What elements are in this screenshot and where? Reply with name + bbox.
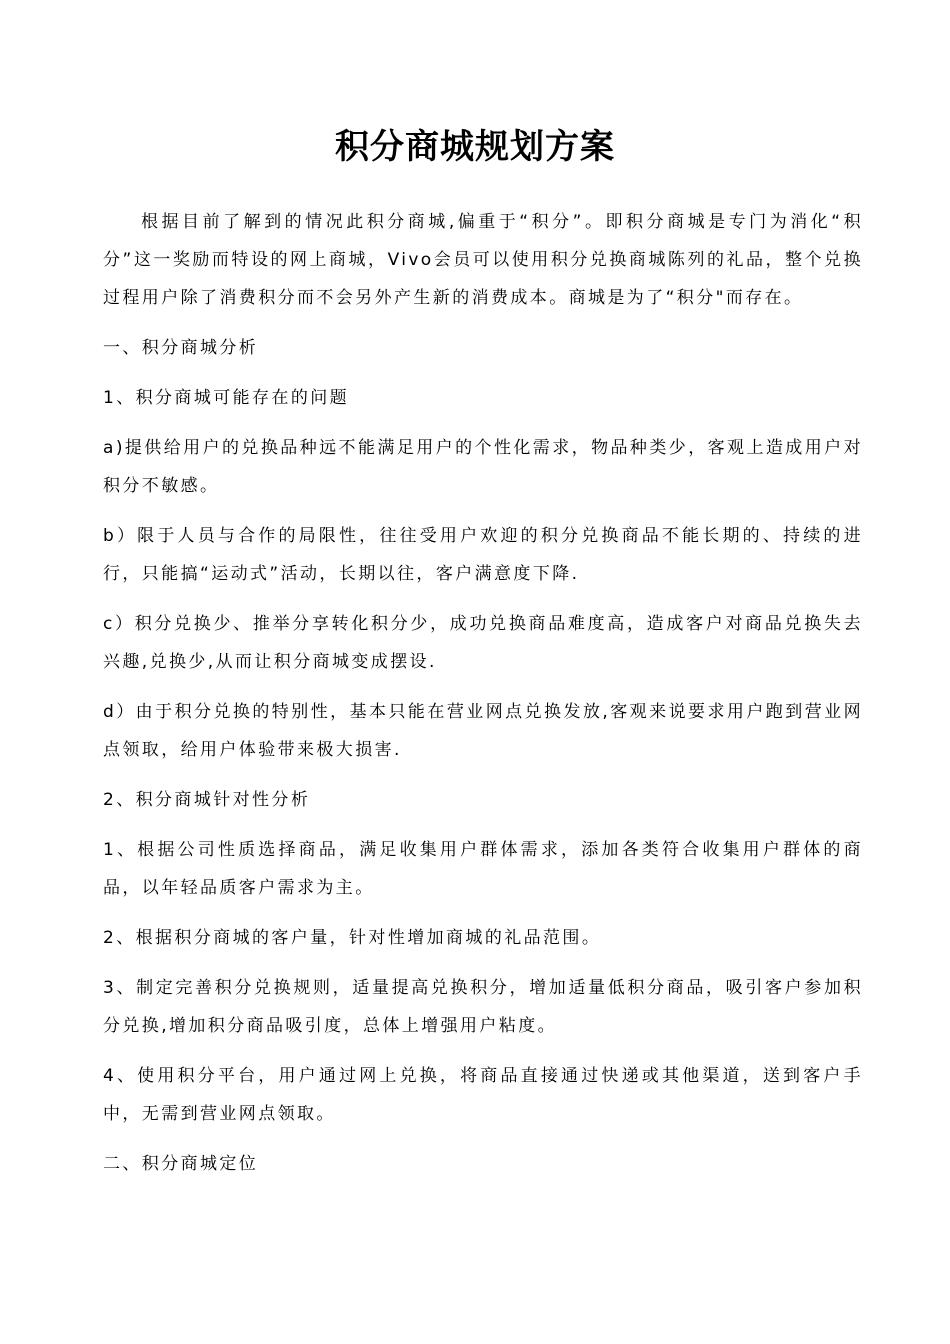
analysis-point-3: 3、制定完善积分兑换规则，适量提高兑换积分，增加适量低积分商品，吸引客户参加积分兑换,增加积分商品吸引度，总体上增强用户粘度。 <box>103 978 863 1036</box>
problem-item-b: b）限于人员与合作的局限性，往往受用户欢迎的积分兑换商品不能长期的、持续的进行，只能搞“运动式”活动，长期以往，客户满意度下降. <box>103 526 863 584</box>
document-body <box>103 203 863 1195</box>
section-heading-positioning: 二、积分商城定位 <box>103 1154 259 1174</box>
analysis-point-4: 4、使用积分平台，用户通过网上兑换，将商品直接通过快递或其他渠道，送到客户手中，无需到营业网点领取。 <box>103 1066 863 1124</box>
section-heading-analysis: 一、积分商城分析 <box>103 338 259 358</box>
problem-item-d: d）由于积分兑换的特别性，基本只能在营业网点兑换发放,客观来说要求用户跑到营业网点领取，给用户体验带来极大损害. <box>103 702 863 760</box>
intro-paragraph: 根据目前了解到的情况此积分商城,偏重于“积分”。即积分商城是专门为消化“积分”这一奖励而特设的网上商城，Vivo会员可以使用积分兑换商城陈列的礼品，整个兑换过程用户除了消费积分而不会另外产生新的消费成本。商城是为了“积分"而存在。 <box>103 212 863 308</box>
problem-item-a: a)提供给用户的兑换品种远不能满足用户的个性化需求，物品种类少，客观上造成用户对积分不敏感。 <box>103 438 863 496</box>
subsection-heading-targeted-analysis: 2、积分商城针对性分析 <box>103 790 311 810</box>
document-title: 积分商城规划方案 <box>335 127 615 167</box>
analysis-point-2: 2、根据积分商城的客户量，针对性增加商城的礼品范围。 <box>103 928 602 948</box>
problem-item-c: c）积分兑换少、推举分享转化积分少，成功兑换商品难度高，造成客户对商品兑换失去兴趣,兑换少,从而让积分商城变成摆设. <box>103 614 863 672</box>
subsection-heading-problems: 1、积分商城可能存在的问题 <box>103 388 350 408</box>
analysis-point-1: 1、根据公司性质选择商品，满足收集用户群体需求，添加各类符合收集用户群体的商品，以年轻品质客户需求为主。 <box>103 840 863 898</box>
